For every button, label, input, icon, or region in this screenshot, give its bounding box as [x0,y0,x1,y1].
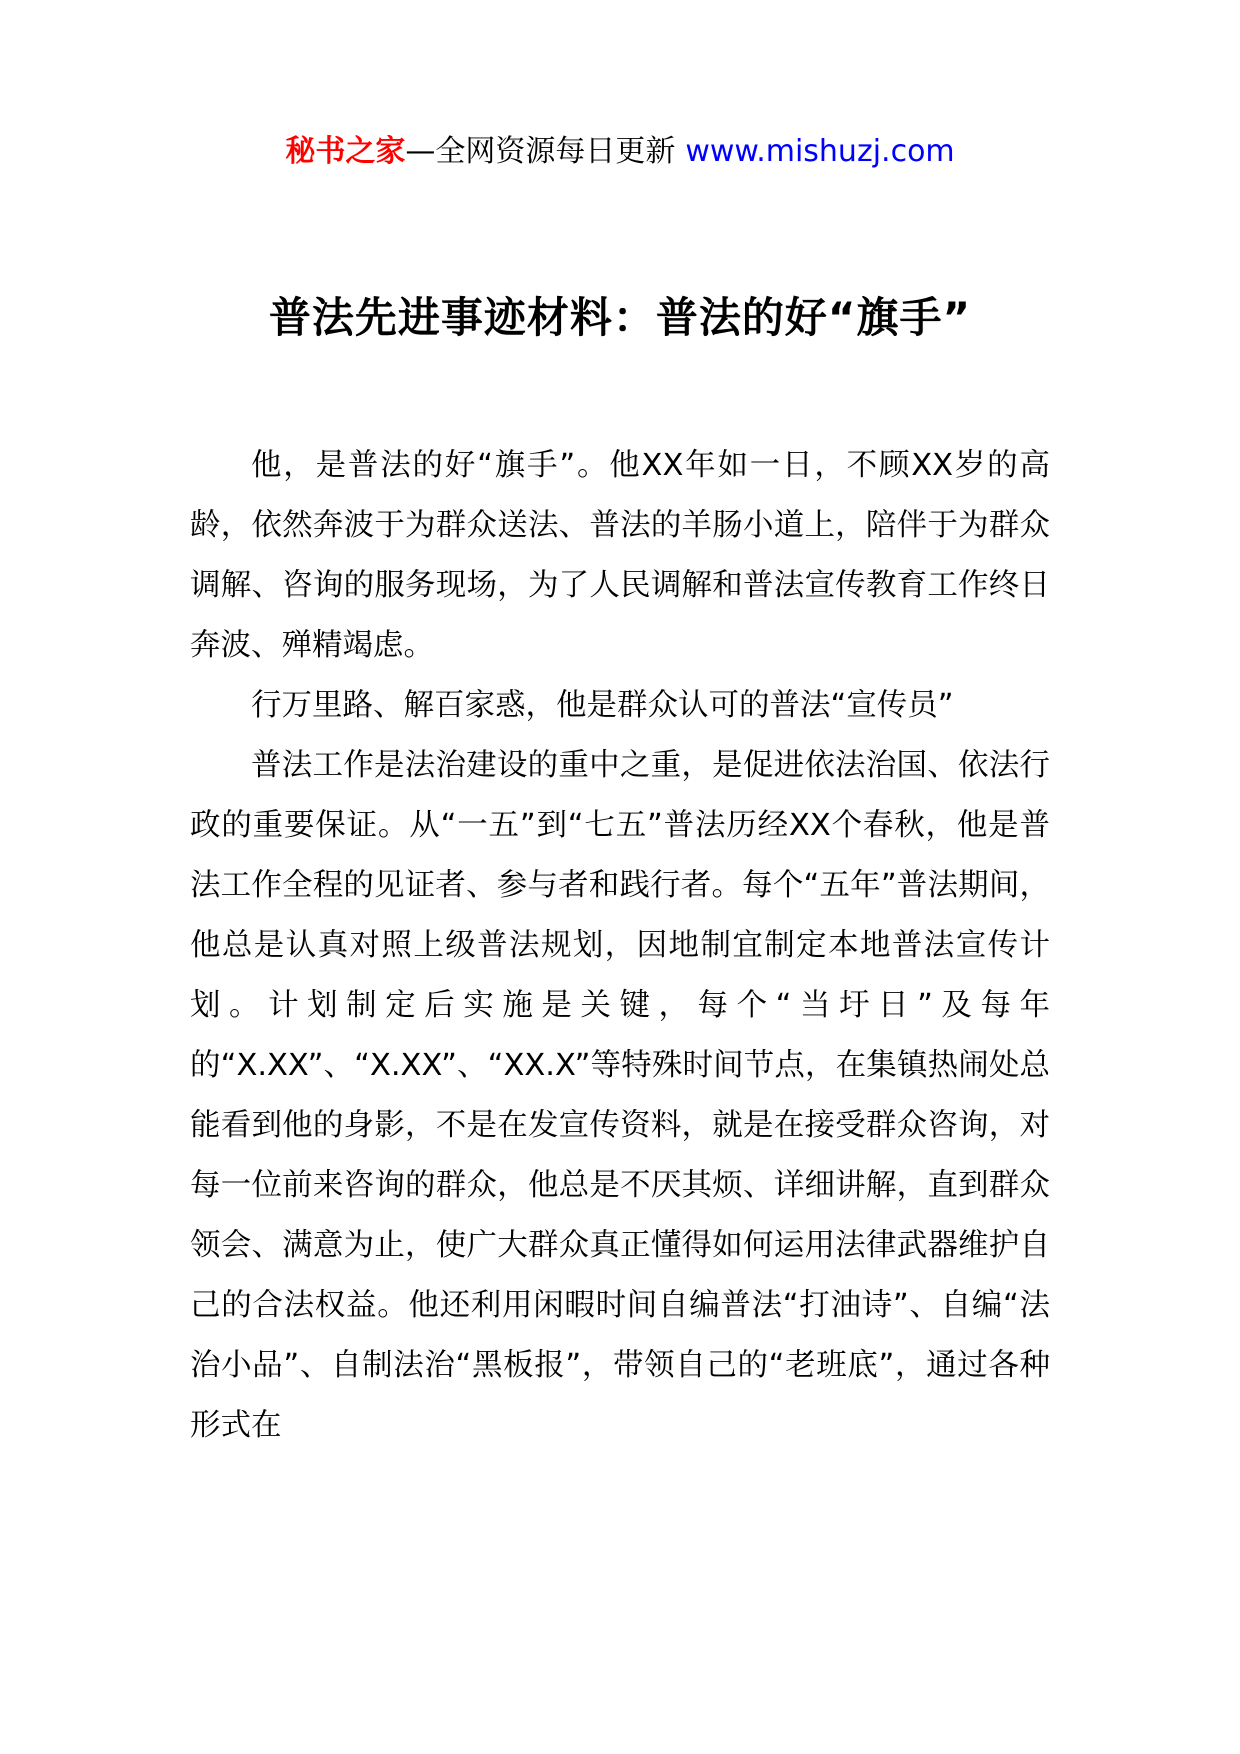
site-header [0,132,1240,172]
document-title: 普法先进事迹材料：普法的好“旗手” [268,293,972,342]
header-tagline: —全网资源每日更新 [405,134,676,169]
document-body [190,436,1050,1456]
brand-name: 秘书之家 [285,134,406,169]
site-url-link[interactable]: www.mishuzj.com [685,134,955,169]
body-paragraph: 普法工作是法治建设的重中之重，是促进依法治国、依法行政的重要保证。从“一五”到“七五”普法历经XX个春秋，他是普法工作全程的见证者、参与者和践行者。每个“五年”普法期间，他总是认真对照上级普法规划，因地制宜制定本地普法宣传计划。计划制定后实施是关键，每个“当圩日”及每年的“X.XX”、“X.XX”、“XX.X”等特殊时间节点，在集镇热闹处总能看到他的身影，不是在发宣传资料，就是在接受群众咨询，对每一位前来咨询的群众，他总是不厌其烦、详细讲解，直到群众领会、满意为止，使广大群众真正懂得如何运用法律武器维护自己的合法权益。他还利用闲暇时间自编普法“打油诗”、自编“法治小品”、自制法治“黑板报”，带领自己的“老班底”，通过各种形式在 [190,748,1050,1443]
body-paragraph: 他，是普法的好“旗手”。他XX年如一日，不顾XX岁的高龄，依然奔波于为群众送法、普法的羊肠小道上，陪伴于为群众调解、咨询的服务现场，为了人民调解和普法宣传教育工作终日奔波、殚精竭虑。 [190,448,1050,663]
section-heading-paragraph: 行万里路、解百家惑，他是群众认可的普法“宣传员” [251,688,954,723]
